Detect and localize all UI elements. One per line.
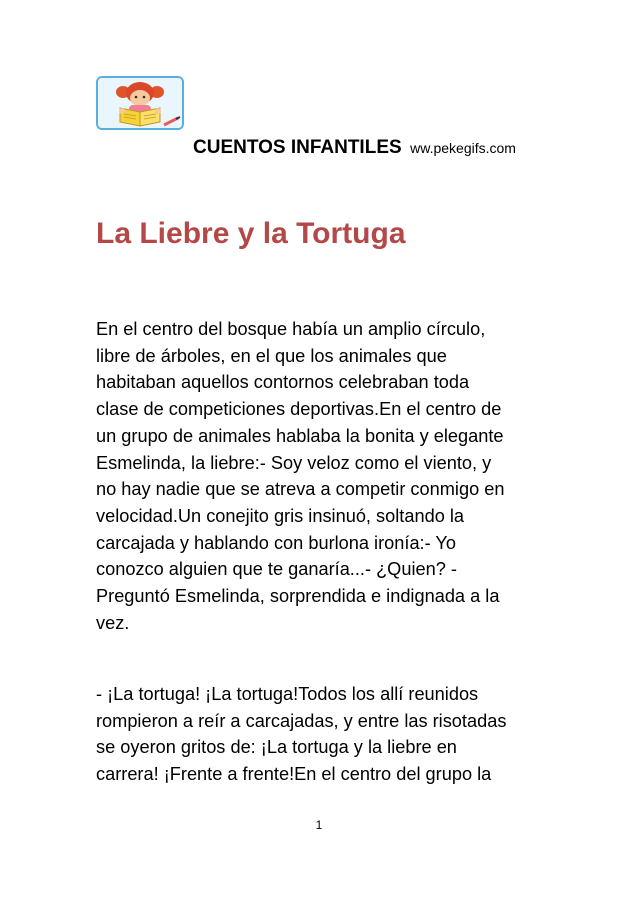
story-title: La Liebre y la Tortuga: [96, 217, 406, 250]
text-line: un grupo de animales hablaba la bonita y elegante: [96, 425, 504, 446]
girl-reading-book-icon: [98, 78, 182, 128]
text-line: Preguntó Esmelinda, sorprendida e indignada a la: [96, 586, 500, 607]
header: [193, 137, 516, 159]
text-line: Esmelinda, la liebre:- Soy veloz como el viento, y: [96, 452, 492, 473]
text-line: velocidad.Un conejito gris insinuó, soltando la: [96, 505, 465, 526]
text-line: carcajada y hablando con burlona ironía:- Yo: [96, 532, 456, 553]
text-line: clase de competiciones deportivas.En el centro de: [96, 399, 502, 420]
text-line: En el centro del bosque había un amplio círculo,: [96, 319, 486, 339]
text-line: carrera! ¡Frente a frente!En el centro del grupo la: [96, 764, 492, 785]
brand-name: CUENTOS INFANTILES: [193, 137, 402, 158]
text-line: no hay nadie que se atreva a competir conmigo en: [96, 479, 505, 500]
text-line: vez.: [96, 612, 130, 633]
text-line: libre de árboles, en el que los animales que: [96, 345, 447, 366]
site-url: ww.pekegifs.com: [410, 140, 516, 156]
paragraph-1: [96, 316, 546, 636]
text-line: rompieron a reír a carcajadas, y entre las risotadas: [96, 710, 507, 731]
text-line: - ¡La tortuga! ¡La tortuga!Todos los allí reunidos: [96, 684, 479, 704]
text-line: conozco alguien que te ganaría...- ¿Quien? -: [96, 559, 457, 580]
text-line: habitaban aquellos contornos celebraban toda: [96, 372, 470, 393]
page-number: 1: [315, 818, 323, 832]
paragraph-2: [96, 681, 546, 788]
text-line: se oyeron gritos de: ¡La tortuga y la liebre en: [96, 737, 457, 758]
logo-image: [96, 76, 184, 130]
